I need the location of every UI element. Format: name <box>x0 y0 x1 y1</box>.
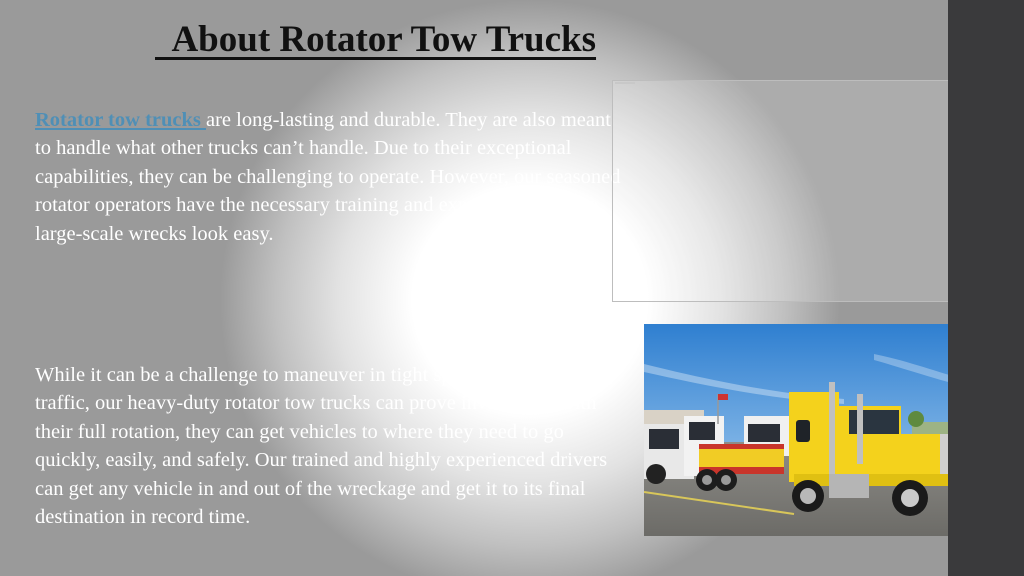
right-side-bar <box>948 0 1024 576</box>
rotator-tow-trucks-link[interactable]: Rotator tow trucks <box>35 109 206 131</box>
slide-title: About Rotator Tow Trucks <box>155 19 597 60</box>
paragraph-rotator-benefits: While it can be a challenge to maneuver in tight spaces and around traffic, our heavy-duty rotator tow trucks can prove invaluable. With their full rotation, they can get vehicles to where they need to go quickly, easily, and safely. Our trained and highly experienced drivers can get any vehicle in and out of the wreckage and get it to its final destination in record time. <box>35 364 608 529</box>
paragraph-rotator-intro <box>35 106 625 248</box>
paragraph-rotator-intro-text: are long-lasting and durable. They are also meant to handle what other trucks can’t handle. Due to their exceptional capabilities, they can be challenging to operate. However, our seasoned rotator operators have the necessary training and experience to make large-scale wrecks look easy. <box>35 109 621 245</box>
embed-placeholder-mark <box>615 82 635 84</box>
